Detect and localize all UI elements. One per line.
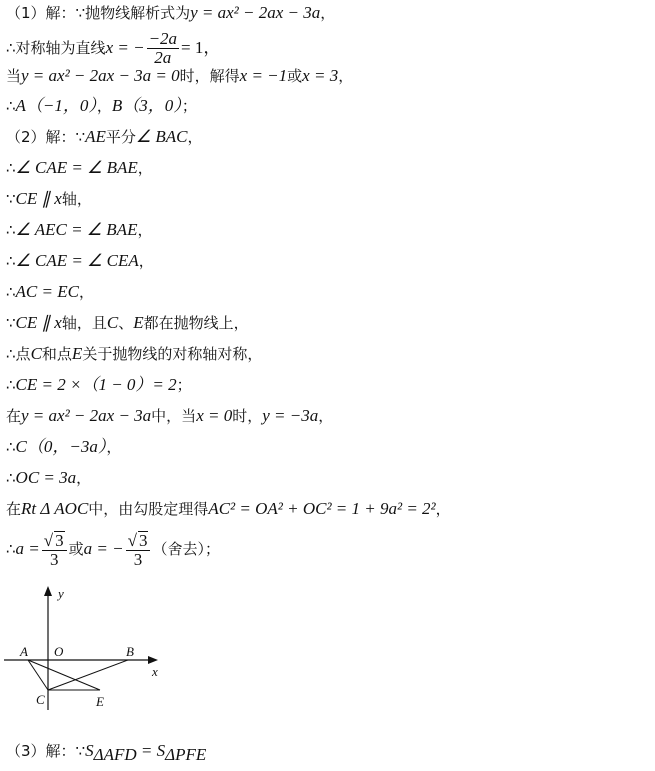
fraction-denominator: 3 [49,549,59,569]
text: 和点 [41,345,72,363]
math-expression: AC² = OA² + OC² = 1 + 9a² = 2² [208,499,436,518]
punct: ， [318,407,334,425]
punct: ， [106,438,122,456]
math-expression: C [106,313,119,332]
x-axis-label: x [152,664,158,679]
subscript: ΔPFE [165,745,207,764]
math-expression: CE ∥ x [15,313,62,332]
therefore-symbol: ∴ [6,345,16,363]
solution-line-1 [6,0,335,26]
part-label: （1）解： [6,4,76,22]
text: 对称轴为直线 [15,39,106,57]
solution-line-13 [6,372,192,398]
because-symbol: ∵ [75,742,86,760]
punct: ， [187,128,203,146]
solution-line-5 [6,124,203,150]
solution-line-4 [6,93,197,119]
text: 中，当 [151,407,197,425]
fraction [126,531,151,569]
math-expression: Rt Δ AOC [21,499,89,518]
coordinate-figure [0,580,200,720]
math-expression: E [133,313,144,332]
math-expression: AE [85,127,106,146]
text: （舍去）； [152,540,220,558]
punct: ， [138,252,154,270]
point-c-label: C [36,692,45,707]
x-axis-arrow [148,656,158,664]
punct: ， [96,97,112,115]
because-symbol: ∵ [75,128,86,146]
therefore-symbol: ∴ [6,252,16,270]
math-expression: a = − [83,539,124,558]
math-expression: ∠ CAE = ∠ BAE [15,158,138,177]
math-expression: ∠ CAE = ∠ CEA [15,251,139,270]
subscript: ΔAFD [93,745,137,764]
math-expression: x = − [105,38,145,57]
solution-line-18 [6,527,220,571]
punct: 、 [118,314,134,332]
punct: ， [137,159,153,177]
point-e-label: E [96,694,104,709]
text: 点 [15,345,31,363]
math-expression: C（0，−3a） [15,437,107,456]
text: 轴， [61,190,92,208]
text: 抛物线解析式为 [85,4,191,22]
punct: ， [320,4,336,22]
math-expression: AC = EC [15,282,79,301]
part-label: （3）解： [6,742,76,760]
math-expression: CE = 2 ×（1 − 0）= 2 [15,375,177,394]
punct: ， [78,283,94,301]
therefore-symbol: ∴ [6,376,16,394]
math-expression: C [30,344,42,363]
text: 或 [287,67,303,85]
punct: ， [435,500,451,518]
sqrt-radicand: 3 [55,530,64,550]
fraction [147,30,179,67]
math-expression: CE ∥ x [15,189,62,208]
text: 平分 [105,128,136,146]
therefore-symbol: ∴ [6,283,16,301]
punct: ， [76,469,92,487]
therefore-symbol: ∴ [6,540,16,558]
solution-line-7 [6,186,92,212]
because-symbol: ∵ [6,190,16,208]
text: 在 [6,500,22,518]
therefore-symbol: ∴ [6,97,16,115]
point-b-coord: B（3，0） [111,96,182,115]
solution-line-10 [6,279,94,305]
punct: ， [137,221,153,239]
math-expression: OC = 3a [15,468,77,487]
solution-line-3 [6,63,353,89]
solution-line-14 [6,403,333,429]
sqrt-radicand: 3 [138,530,148,550]
therefore-symbol: ∴ [6,159,16,177]
fraction-numerator: √ 3 [126,531,151,551]
solution-line-17 [6,496,451,522]
solution-line-15 [6,434,121,460]
solution-line-6 [6,155,153,181]
punct: ， [338,67,354,85]
text: 或 [68,540,84,558]
text: 轴，且 [61,314,107,332]
text: 中，由勾股定理得 [88,500,209,518]
because-symbol: ∵ [6,314,16,332]
punct: ； [176,376,192,394]
part-label: （2）解： [6,128,76,146]
math-expression: y = −3a [262,406,319,425]
text: 时，解得 [179,67,240,85]
solution-line-19 [6,738,206,764]
therefore-symbol: ∴ [6,39,16,57]
point-b-label: B [126,644,134,659]
text: 当 [6,67,22,85]
solution-line-16 [6,465,91,491]
fraction-denominator: 2a [154,48,172,67]
solution-line-12 [6,341,262,367]
math-expression: = 1， [181,38,221,57]
point-o-label: O [54,644,64,659]
text: 关于抛物线的对称轴对称， [82,345,263,363]
math-expression: y = ax² − 2ax − 3a = 0 [21,66,180,85]
math-expression: x = 3 [302,66,339,85]
fraction-numerator: −2a [148,29,178,48]
therefore-symbol: ∴ [6,469,16,487]
math-expression: ∠ AEC = ∠ BAE [15,220,138,239]
fraction [42,531,67,569]
text: 时， [232,407,263,425]
math-expression: y = ax² − 2ax − 3a [190,3,321,22]
math-expression: S [85,741,94,760]
solution-line-8 [6,217,152,243]
y-axis-arrow [44,586,52,596]
point-a-label: A [20,644,28,659]
solution-line-9 [6,248,154,274]
therefore-symbol: ∴ [6,221,16,239]
fraction-numerator: √ 3 [42,531,67,551]
solution-line-2 [6,28,220,68]
punct: ； [181,97,197,115]
math-expression: ∠ BAC [135,127,188,146]
y-axis-label: y [58,586,64,601]
math-expression: a = [15,539,40,558]
because-symbol: ∵ [75,4,86,22]
text: 都在抛物线上， [143,314,249,332]
math-expression: x = 0 [196,406,233,425]
point-a-coord: A（−1，0） [15,96,97,115]
therefore-symbol: ∴ [6,438,16,456]
math-expression: = S [136,741,166,760]
text: 在 [6,407,22,425]
math-expression: y = ax² − 2ax − 3a [21,406,152,425]
math-expression: E [71,344,83,363]
solution-line-11 [6,310,249,336]
math-expression: x = −1 [239,66,288,85]
fraction-denominator: 3 [133,549,143,569]
